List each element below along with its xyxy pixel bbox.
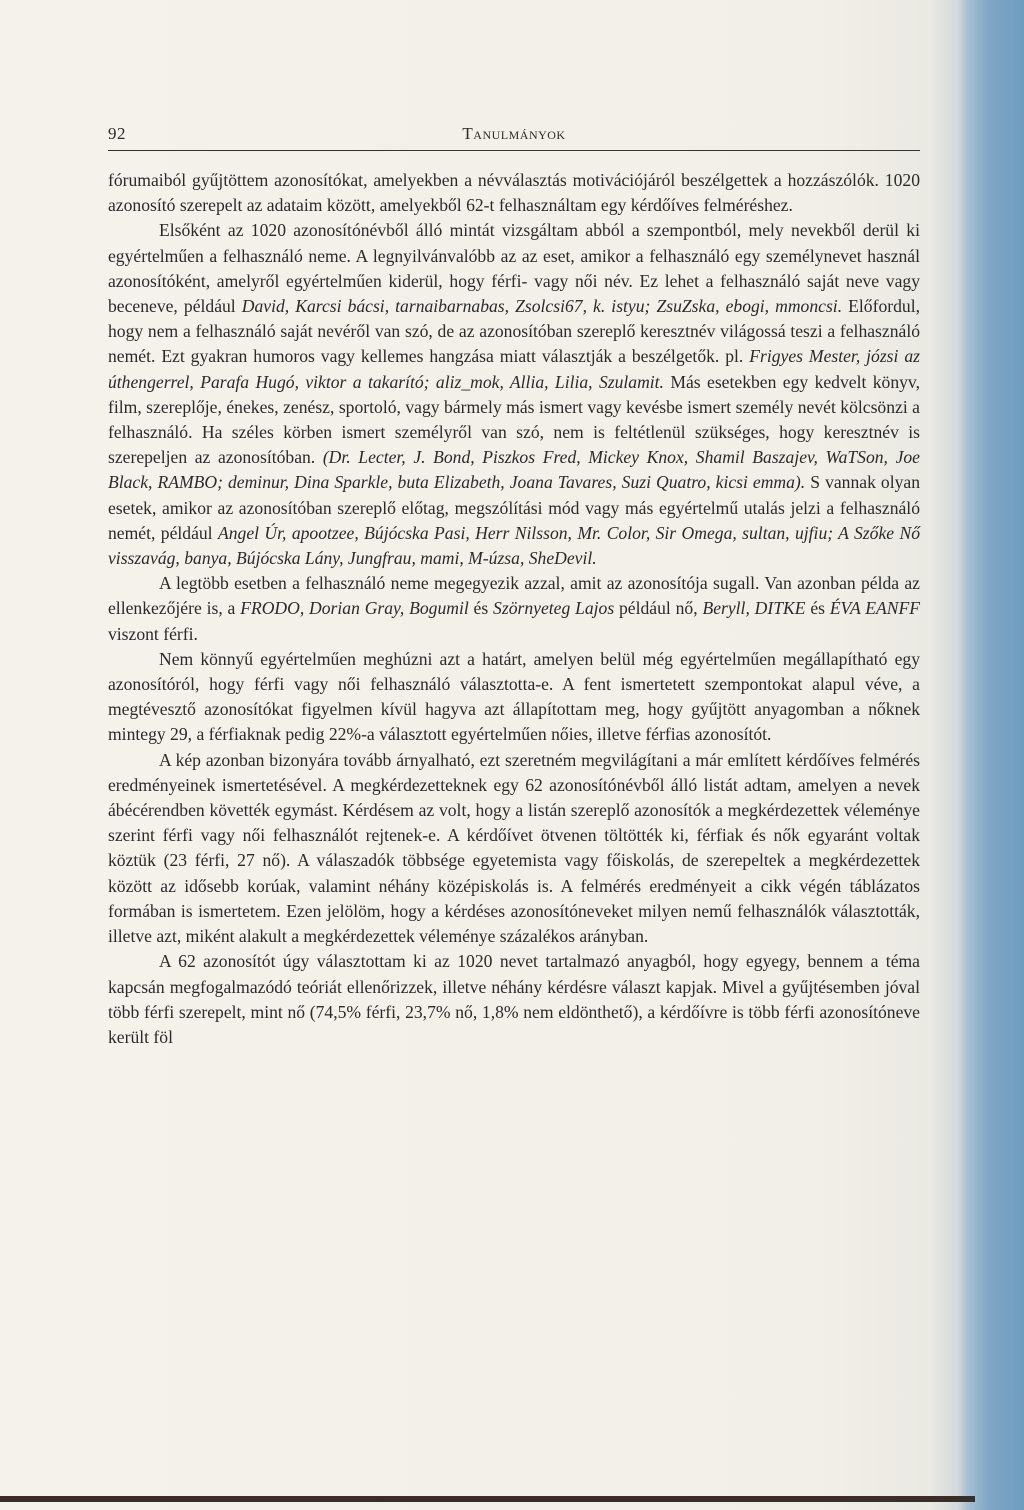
italic-text: Szörnyeteg Lajos [493,598,615,619]
text-run: A legtöbb esetben a felhasználó neme megegyezik azzal, amit az azonosítója sugall. Van azonban példa az ellenkezőjére is, a [108,573,920,619]
text-run: például nő, [614,598,703,619]
italic-text: David, Karcsi bácsi, tarnaibarnabas, Zsolcsi67, k. istyu; ZsuZska, ebogi, mmoncsi. [241,296,843,317]
paragraph [108,949,920,1050]
text-run: A 62 azonosítót úgy választottam ki az 1020 nevet tartalmazó anyagból, hogy egyegy, bennem a téma kapcsán megfogalmazódó teóriát ellenőrizzek, illetve néhány kérdésre választ kapjak. Mivel a gyűjtésemben jóval több férfi szerepelt, mint nő (74,5% férfi, 23,7% nő, 1,8% nem eldönthető), a kérdőívre is több férfi azonosítóneve került föl [108,951,920,1047]
page-header [108,124,920,151]
italic-text: Angel Úr, apootzee, Bújócska Pasi, Herr Nilsson, Mr. Color, Sir Omega, sultan, ujfiu; A Szőke Nő visszavág, banya, Bújócska Lány, Jungfrau, mami, M-úzsa, SheDevil. [108,522,921,569]
running-title: Tanulmányok [462,124,566,143]
text-run: Előfordul, hogy nem a felhasználó saját nevéről van szó, de az azonosítóban szereplő keresztnév világossá teszi a felhasználó nemét. Ezt gyakran humoros vagy kellemes hangzása miatt választják a beszélgetők. pl. [108,296,921,367]
text-run: Más esetekben egy kedvelt könyv, film, szereplője, énekes, zenész, sportoló, vagy bármely más ismert vagy kevésbe ismert személy nevét kölcsönzi a felhasználó. Ha széles körben ismert személyről van szó, nem is feltétlenül szükséges, hogy keresztnév is szerepeljen az azonosítóban. [108,371,920,468]
body-text [108,168,920,1050]
text-run: és [805,598,830,619]
text-run: és [468,598,494,619]
text-run: A kép azonban bizonyára tovább árnyalható, ezt szeretném megvilágítani a már említett kérdőíves felmérés eredményeinek ismertetésével. A megkérdezetteknek egy 62 azonosítónévből álló listát adtam, amelyen a nevek ábécérendben követték egymást. Kérdésem az volt, hogy a listán szereplő azonosítók a megkérdezettek véleménye szerint férfi vagy női felhasználót rejtenek-e. A kérdőívet ötvenen töltötték ki, férfiak és nők egyaránt voltak köztük (23 férfi, 27 nő). A válaszadók többsége egyetemista vagy főiskolás, de szerepeltek a megkérdezettek között az idősebb korúak, valamint néhány középiskolás is. A felmérés eredményeit a cikk végén táblázatos formában is ismertetem. Ezen jelölöm, hogy a kérdéses azonosítóneveket milyen nemű felhasználók választották, illetve azt, miként alakult a megkérdezettek véleménye százalékos arányban. [108,749,920,947]
italic-text: (Dr. Lecter, J. Bond, Piszkos Fred, Mickey Knox, Shamil Baszajev, WaTSon, Joe Black, RAMBO; deminur, Dina Sparkle, buta Elizabeth, Joana Tavares, Suzi Quatro, kicsi emma). [108,447,920,493]
paragraph [108,647,920,748]
paragraph [108,571,920,647]
text-run: Elsőként az 1020 azonosítónévből álló mintát vizsgáltam abból a szempontból, mely nevekből derül ki egyértelműen a felhasználó neme. A legnyilvánvalóbb az az eset, amikor a felhasználó egy személynevet használ azonosítóként, amelyről egyértelműen kiderül, hogy férfi- vagy női név. Ez lehet a felhasználó saját neve vagy beceneve, például [108,220,920,317]
paragraph [108,168,920,218]
italic-text: ÉVA EANFF [829,598,920,619]
scanner-background-strip [966,0,1024,1510]
text-run: fórumaiból gyűjtöttem azonosítókat, amelyekben a névválasztás motivációjáról beszélgettek a hozzászólók. 1020 azonosító szerepelt az adataim között, amelyekből 62-t felhasználtam egy kérdőíves felméréshez. [108,170,920,216]
page-number: 92 [108,124,126,143]
text-run: Nem könnyű egyértelműen meghúzni azt a határt, amelyen belül még egyértelműen megállapítható egy azonosítóról, hogy férfi vagy női felhasználó választotta-e. A fent ismertetett szempontokat alapul véve, a megtévesztő azonosítókat figyelmen kívül hagyva azt állapítottam meg, hogy gyűjtött anyagomban a nőknek mintegy 29, a férfiaknak pedig 22%-a választott egyértelműen nőies, illetve férfias azonosítót. [108,648,920,745]
italic-text: Beryll, DITKE [702,598,806,619]
italic-text: Frigyes Mester, józsi az úthengerrel, Parafa Hugó, viktor a takarító; aliz_mok, Allia, Lilia, Szulamit. [108,346,920,392]
paragraph [108,218,920,571]
text-run: viszont férfi. [108,623,198,644]
page-edge-shadow [930,0,970,1510]
bottom-edge-line [0,1496,975,1502]
italic-text: FRODO, Dorian Gray, Bogumil [240,598,469,619]
text-run: S vannak olyan esetek, amikor az azonosítóban szereplő előtag, megszólítási mód vagy más egyértelmű utalás jelzi a felhasználó nemét, például [108,472,921,543]
paragraph [108,748,920,950]
